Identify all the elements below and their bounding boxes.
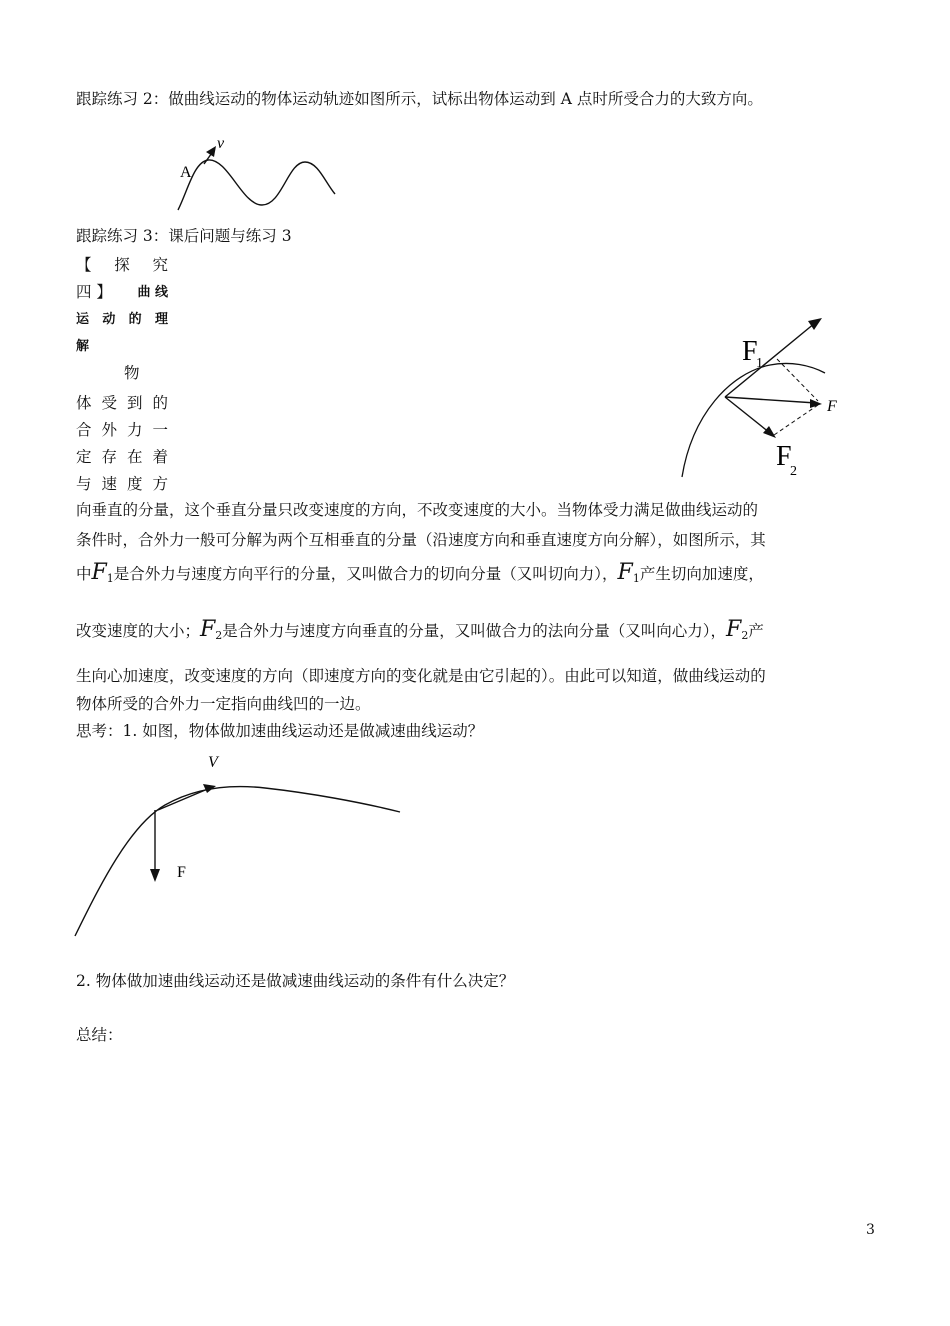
think-question-1: 思考：1. 如图，物体做加速曲线运动还是做减速曲线运动？: [76, 722, 484, 740]
f2-label: F: [776, 441, 792, 472]
f1-symbol-sub: 1: [106, 572, 114, 585]
paragraph-line-6: 物体所受的合外力一定指向曲线凹的一边。: [76, 695, 371, 713]
point-a-label: A: [180, 164, 192, 181]
explore-col-line2: 体 受 到 的: [76, 394, 168, 412]
line4-a: 改变速度的大小；: [76, 622, 201, 640]
f2-symbol-2: F: [726, 617, 742, 642]
explore-heading-line4: 解: [76, 339, 90, 354]
summary-label: 总结：: [76, 1026, 123, 1044]
line3-b: 是合外力与速度方向平行的分量，又叫做合力的切向分量（又叫切向力），: [113, 565, 618, 583]
practice-2-text: 跟踪练习 2：做曲线运动的物体运动轨迹如图所示，试标出物体运动到 A 点时所受合力的大致方向。: [76, 90, 763, 108]
line4-c: 产: [748, 622, 764, 640]
paragraph-line-1: 向垂直的分量，这个垂直分量只改变速度的方向，不改变速度的大小。当物体受力满足做曲线运动的: [76, 501, 759, 519]
explore-col-line1: 物: [124, 364, 140, 382]
f1-symbol: F: [91, 560, 107, 585]
line4-b: 是合外力与速度方向垂直的分量，又叫做合力的法向分量（又叫向心力），: [222, 622, 727, 640]
curve-with-force-figure: [70, 750, 410, 945]
f1-arrow-line: [725, 323, 815, 397]
velocity-label: v: [217, 135, 225, 152]
f1-label-sub: 1: [756, 356, 763, 371]
explore-heading-line2: [76, 279, 168, 306]
explore-col-line3: 合 外 力 一: [76, 421, 168, 439]
f1-label: F: [742, 336, 758, 367]
paragraph-line-4: [76, 617, 764, 646]
think-question-2: 2. 物体做加速曲线运动还是做减速曲线运动的条件有什么决定？: [76, 972, 515, 990]
v-arrow-line: [158, 788, 210, 810]
explore-heading-line3: 运 动 的 理: [76, 312, 168, 327]
f-label: F: [827, 398, 837, 415]
explore-heading-line2-a: 四 】: [76, 283, 112, 301]
f2-symbol: F: [200, 617, 216, 642]
f1-arrow-head: [808, 318, 822, 330]
trajectory-figure: [170, 130, 350, 215]
v-label: V: [208, 754, 218, 771]
dashed-line-2: [774, 405, 818, 435]
f1-symbol-2-sub: 1: [632, 572, 640, 585]
paragraph-line-5: 生向心加速度，改变速度的方向（即速度方向的变化就是由它引起的）。由此可以知道，做曲线运动的: [76, 667, 766, 685]
f2-symbol-sub: 2: [215, 629, 223, 642]
f2-arrow-line: [725, 397, 770, 433]
paragraph-line-2: 条件时，合外力一般可分解为两个互相垂直的分量（沿速度方向和垂直速度方向分解），如图所示，其: [76, 531, 766, 549]
curve-path: [75, 787, 400, 936]
line3-a: 中: [76, 565, 92, 583]
f1-symbol-2: F: [617, 560, 633, 585]
dashed-line-1: [777, 359, 818, 401]
f2-arrow-head: [763, 426, 776, 438]
explore-col-line4: 定 存 在 着: [76, 448, 168, 466]
page-number: 3: [866, 1222, 875, 1238]
practice-3-text: 跟踪练习 3：课后问题与练习 3: [76, 227, 292, 245]
explore-col-line5: 与 速 度 方: [76, 475, 168, 493]
explore-heading-line2-b: 曲 线: [137, 285, 168, 300]
f2-label-sub: 2: [790, 464, 797, 479]
explore-4-column: [76, 252, 168, 498]
f-arrow-line: [725, 397, 816, 403]
force-decomposition-figure: [670, 305, 860, 490]
f-arrow-head: [150, 869, 160, 882]
f-label: F: [177, 864, 186, 881]
explore-heading-line1: 【 探 究: [76, 256, 168, 274]
wave-curve: [178, 160, 335, 210]
paragraph-line-3: [76, 560, 764, 589]
line3-c: 产生切向加速度，: [639, 565, 764, 583]
f2-symbol-2-sub: 2: [741, 629, 749, 642]
